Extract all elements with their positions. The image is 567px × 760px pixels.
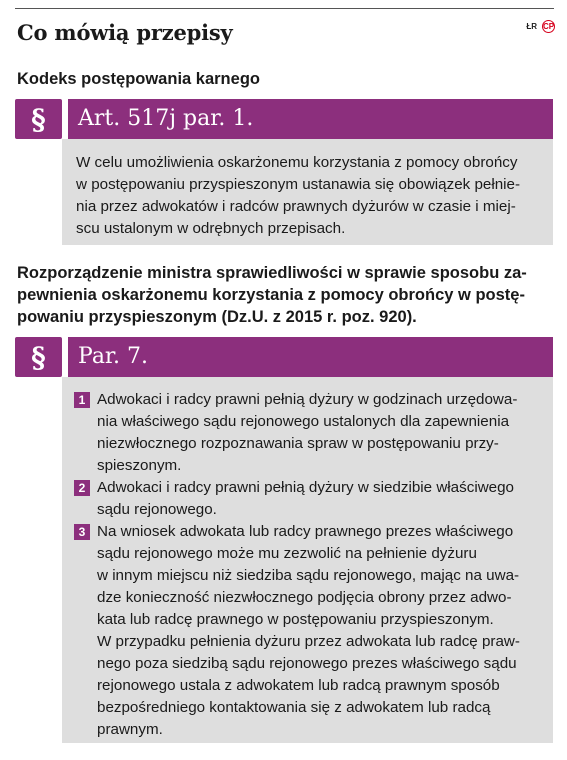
list-item bbox=[74, 477, 543, 521]
page-title: Co mówią przepisy bbox=[17, 20, 233, 45]
brand bbox=[526, 20, 555, 33]
text-line: nia właściwego sądu rejonowego ustalonych dla zapewnienia bbox=[97, 413, 510, 430]
article-label: Par. 7. bbox=[78, 344, 149, 369]
text-line: spieszonym. bbox=[97, 457, 182, 474]
text-line: kata lub radcę prawnego w postępowaniu przyspieszonym. bbox=[97, 611, 494, 628]
heading-line: pewnienia oskarżonemu korzystania z pomocy obrońcy w postę- bbox=[17, 286, 525, 304]
article-text-panel bbox=[62, 139, 553, 245]
text-line: dze konieczność niezwłocznego podjęcia obrony przez adwo- bbox=[97, 589, 512, 606]
text-line: Na wniosek adwokata lub radcy prawnego prezes właściwego bbox=[97, 523, 514, 540]
text-line: W celu umożliwienia oskarżonemu korzystania z pomocy obrońcy bbox=[76, 154, 518, 171]
text-line: nia przez adwokatów i radców prawnych dyżurów w czasie i miej- bbox=[76, 198, 516, 215]
text-line: nego poza siedzibą sądu rejonowego prezes właściwego sądu bbox=[97, 655, 517, 672]
list-item bbox=[74, 521, 543, 741]
heading-line: powaniu przyspieszonym (Dz.U. z 2015 r. poz. 920). bbox=[17, 308, 417, 326]
article-bar bbox=[65, 99, 553, 139]
text-line: bezpośredniego kontaktowania się z adwokatem lub radcą bbox=[97, 699, 491, 716]
text-line: scu ustalonym w odrębnych przepisach. bbox=[76, 220, 346, 237]
list-item bbox=[74, 389, 543, 477]
section-heading-kpk: Kodeks postępowania karnego bbox=[17, 70, 260, 88]
text-line: sądu rejonowego może mu zezwolić na pełnienie dyżuru bbox=[97, 545, 477, 562]
heading-line: Rozporządzenie ministra sprawiedliwości w sprawie sposobu za- bbox=[17, 264, 527, 282]
text-line: w postępowaniu przyspieszonym ustanawia się obowiązek pełnie- bbox=[76, 176, 521, 193]
article-text-panel bbox=[62, 377, 553, 743]
item-number: 3 bbox=[74, 524, 90, 540]
text-line: W przypadku pełnienia dyżuru przez adwokata lub radcę praw- bbox=[97, 633, 520, 650]
text-line: Adwokaci i radcy prawni pełnią dyżury w siedzibie właściwego bbox=[97, 479, 514, 496]
item-number: 2 bbox=[74, 480, 90, 496]
text-line: rejonowego ustala z adwokatem lub radcą prawnym sposób bbox=[97, 677, 500, 694]
section-heading-regulation bbox=[17, 262, 527, 328]
article-label: Art. 517j par. 1. bbox=[78, 106, 254, 131]
text-line: prawnym. bbox=[97, 721, 163, 738]
top-rule bbox=[15, 8, 554, 9]
paragraph-icon: § bbox=[15, 99, 62, 139]
text-line: niezwłocznego rozpoznawania spraw w postępowaniu przy- bbox=[97, 435, 499, 452]
article-bar bbox=[65, 337, 553, 377]
publisher-logo: CP bbox=[542, 22, 555, 31]
paragraph-icon: § bbox=[15, 337, 62, 377]
text-line: sądu rejonowego. bbox=[97, 501, 217, 518]
item-number: 1 bbox=[74, 392, 90, 408]
author-initials: ŁR bbox=[526, 22, 537, 31]
text-line: w innym miejscu niż siedziba sądu rejonowego, mając na uwa- bbox=[97, 567, 520, 584]
text-line: Adwokaci i radcy prawni pełnią dyżury w godzinach urzędowa- bbox=[97, 391, 518, 408]
